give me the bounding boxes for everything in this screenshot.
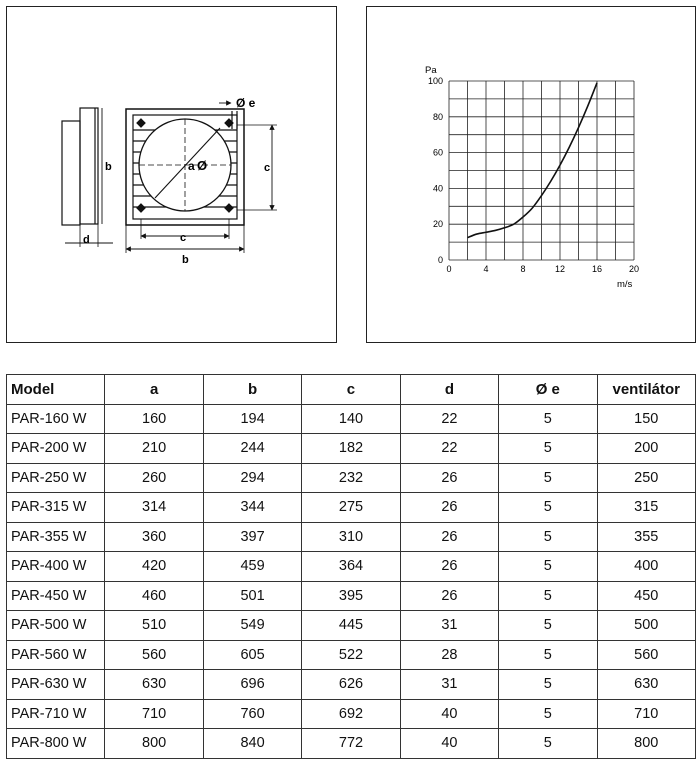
- value-cell: 160: [105, 404, 203, 434]
- value-cell: 5: [499, 404, 597, 434]
- value-cell: 800: [105, 729, 203, 759]
- dimensions-table: [6, 374, 696, 759]
- value-cell: 31: [400, 611, 498, 641]
- dim-b-side-label: b: [105, 161, 112, 173]
- value-cell: 232: [302, 463, 400, 493]
- y-tick-label: 0: [437, 255, 443, 265]
- value-cell: 560: [597, 640, 695, 670]
- table-row: [7, 434, 696, 464]
- y-tick-label: 80: [432, 111, 443, 122]
- y-tick-label: 40: [432, 183, 443, 194]
- value-cell: 710: [105, 699, 203, 729]
- value-cell: 26: [400, 463, 498, 493]
- table-row: [7, 670, 696, 700]
- value-cell: 549: [203, 611, 301, 641]
- value-cell: 840: [203, 729, 301, 759]
- value-cell: 5: [499, 463, 597, 493]
- model-cell: PAR-500 W: [7, 611, 105, 641]
- table-row: [7, 493, 696, 523]
- value-cell: 310: [302, 522, 400, 552]
- x-axis-label: m/s: [617, 279, 633, 290]
- value-cell: 626: [302, 670, 400, 700]
- model-cell: PAR-630 W: [7, 670, 105, 700]
- value-cell: 630: [105, 670, 203, 700]
- value-cell: 210: [105, 434, 203, 464]
- value-cell: 5: [499, 699, 597, 729]
- x-tick-label: 16: [591, 264, 603, 274]
- value-cell: 5: [499, 434, 597, 464]
- model-cell: PAR-315 W: [7, 493, 105, 523]
- model-cell: PAR-800 W: [7, 729, 105, 759]
- value-cell: 140: [302, 404, 400, 434]
- side-view: [62, 108, 98, 225]
- value-cell: 560: [105, 640, 203, 670]
- value-cell: 31: [400, 670, 498, 700]
- value-cell: 5: [499, 640, 597, 670]
- value-cell: 5: [499, 611, 597, 641]
- value-cell: 800: [597, 729, 695, 759]
- value-cell: 772: [302, 729, 400, 759]
- y-axis-label: Pa: [425, 65, 437, 76]
- x-tick-label: 8: [520, 264, 526, 274]
- value-cell: 26: [400, 522, 498, 552]
- column-header: d: [400, 375, 498, 405]
- table-row: [7, 699, 696, 729]
- x-tick-label: 0: [446, 264, 452, 274]
- value-cell: 450: [597, 581, 695, 611]
- pressure-velocity-chart-panel: [366, 6, 696, 343]
- value-cell: 420: [105, 552, 203, 582]
- value-cell: 5: [499, 729, 597, 759]
- column-header: a: [105, 375, 203, 405]
- value-cell: 150: [597, 404, 695, 434]
- column-header: Model: [7, 375, 105, 405]
- y-tick-label: 60: [432, 147, 443, 158]
- value-cell: 510: [105, 611, 203, 641]
- dimension-drawing-panel: [6, 6, 337, 343]
- value-cell: 22: [400, 434, 498, 464]
- value-cell: 26: [400, 552, 498, 582]
- pressure-velocity-chart: [367, 7, 694, 341]
- value-cell: 22: [400, 404, 498, 434]
- table-row: [7, 611, 696, 641]
- model-cell: PAR-710 W: [7, 699, 105, 729]
- value-cell: 5: [499, 670, 597, 700]
- value-cell: 314: [105, 493, 203, 523]
- value-cell: 315: [597, 493, 695, 523]
- value-cell: 397: [203, 522, 301, 552]
- value-cell: 760: [203, 699, 301, 729]
- value-cell: 500: [597, 611, 695, 641]
- column-header: ventilátor: [597, 375, 695, 405]
- model-cell: PAR-450 W: [7, 581, 105, 611]
- dim-e-label: Ø e: [236, 96, 256, 110]
- dimension-drawing: [7, 7, 335, 341]
- front-view: [126, 109, 244, 225]
- table-row: [7, 729, 696, 759]
- dim-c-vertical-label: c: [264, 162, 271, 174]
- value-cell: 40: [400, 699, 498, 729]
- value-cell: 244: [203, 434, 301, 464]
- table-row: [7, 463, 696, 493]
- value-cell: 5: [499, 522, 597, 552]
- table-row: [7, 522, 696, 552]
- y-tick-label: 20: [432, 219, 443, 230]
- table-header-row: [7, 375, 696, 405]
- value-cell: 275: [302, 493, 400, 523]
- table-row: [7, 640, 696, 670]
- x-tick-label: 12: [554, 264, 566, 274]
- value-cell: 26: [400, 581, 498, 611]
- value-cell: 250: [597, 463, 695, 493]
- value-cell: 200: [597, 434, 695, 464]
- value-cell: 605: [203, 640, 301, 670]
- value-cell: 710: [597, 699, 695, 729]
- value-cell: 344: [203, 493, 301, 523]
- value-cell: 194: [203, 404, 301, 434]
- column-header: b: [203, 375, 301, 405]
- value-cell: 400: [597, 552, 695, 582]
- table-row: [7, 552, 696, 582]
- model-cell: PAR-160 W: [7, 404, 105, 434]
- value-cell: 26: [400, 493, 498, 523]
- model-cell: PAR-200 W: [7, 434, 105, 464]
- value-cell: 445: [302, 611, 400, 641]
- y-tick-label: 100: [427, 76, 443, 86]
- value-cell: 630: [597, 670, 695, 700]
- diameter-symbol: Ø: [197, 158, 208, 173]
- x-tick-label: 4: [483, 264, 489, 274]
- value-cell: 40: [400, 729, 498, 759]
- series-line: [468, 83, 598, 238]
- value-cell: 355: [597, 522, 695, 552]
- model-cell: PAR-250 W: [7, 463, 105, 493]
- value-cell: 692: [302, 699, 400, 729]
- value-cell: 28: [400, 640, 498, 670]
- model-cell: PAR-400 W: [7, 552, 105, 582]
- value-cell: 182: [302, 434, 400, 464]
- value-cell: 360: [105, 522, 203, 552]
- dim-c-horizontal-label: c: [180, 232, 187, 244]
- value-cell: 5: [499, 552, 597, 582]
- column-header: c: [302, 375, 400, 405]
- value-cell: 460: [105, 581, 203, 611]
- table-row: [7, 404, 696, 434]
- dim-b-front-label: b: [182, 254, 189, 266]
- value-cell: 364: [302, 552, 400, 582]
- value-cell: 294: [203, 463, 301, 493]
- value-cell: 260: [105, 463, 203, 493]
- value-cell: 501: [203, 581, 301, 611]
- value-cell: 5: [499, 493, 597, 523]
- column-header: Ø e: [499, 375, 597, 405]
- x-tick-label: 20: [628, 264, 640, 274]
- value-cell: 395: [302, 581, 400, 611]
- table-row: [7, 581, 696, 611]
- dim-a-label: a: [188, 159, 195, 173]
- model-cell: PAR-355 W: [7, 522, 105, 552]
- model-cell: PAR-560 W: [7, 640, 105, 670]
- value-cell: 5: [499, 581, 597, 611]
- dim-d-label: d: [83, 234, 90, 246]
- value-cell: 696: [203, 670, 301, 700]
- value-cell: 522: [302, 640, 400, 670]
- value-cell: 459: [203, 552, 301, 582]
